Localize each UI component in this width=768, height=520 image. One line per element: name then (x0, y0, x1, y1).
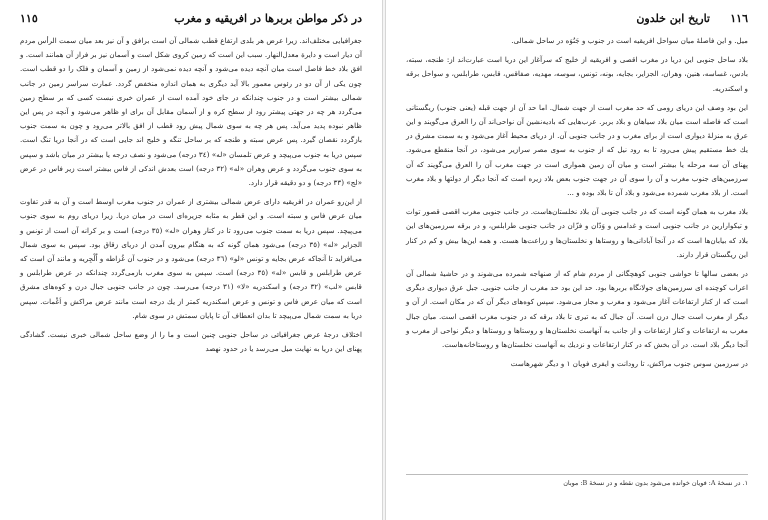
paragraph: اين بود وصف اين درياى رومى كه حد مغرب است از جهت شمال. اما حد آن از جهت قبله (يعنى جنوب) ريگستانى است كه فاصله است ميان بلاد سياهان و بلاد بربر. عرب‌هايى كه باديه‌نشين آن نواحى‌اند آن را العرق مى‌گويند و اين عرق به منزلهٔ ديوارى است از براى مغرب و در جانب جنوبى آن. از درياى محيط آغاز مى‌شود و به سمت مشرق در يك خط مستقيم پيش مى‌رود تا به رود نيل كه از جنوب به سوى مصر سرازير مى‌شود، در آنجا منقطع مى‌شود. پهناى آن سه مرحله يا بيشتر است و ميان آن زمين هموارى است در جهت مغرب آن را العرق مى‌گويند كه آن سرزمين‌هاى جنوب مغرب و آن را سوى آن در جهت جنوب بعض بلاد زيره است كه آنجا ديگر از دولتها و بلاد مغرب است. از بلاد مغرب شمرده مى‌شود و بلاد آن تا بلاد بوده و ... (406, 102, 748, 198)
right-running-title: تاريخ ابن خلدون (636, 12, 710, 25)
left-running-title: در ذكر مواطن بربرها در افريقيه و مغرب (174, 12, 362, 25)
paragraph: در سرزمين سوس جنوب مراكش، تا رودانت و ايفرى فويان ١ و ديگر شهرهاست (510, 359, 748, 369)
footnote-divider (406, 474, 748, 475)
left-page-body (20, 34, 362, 361)
right-page-body (406, 34, 748, 376)
right-page-number: ١١٦ (730, 12, 748, 25)
paragraph: از اين‌رو عمران در افريقيه داراى عرض شمالى بيشترى از عمران در جنوب مغرب اوسط است و آن به قدر تفاوت ميان عرض فاس و سبته است. و اين قطر به مثابه جزيره‌اى است در ميان دريا. زيرا درياى روم به سوى جنوب مى‌پيچد. سپس دريا به سمت جنوب مى‌رود تا در كنار وهران «له» (٣٥ درجه) است و بر كرانه آن است از تونس و الجزاير «له» (٣٥ درجه) مى‌شود همان گونه كه به هنگام بيرون آمدن از درياى زقاق بود. سپس به سوى شمال مى‌افزايد تا آنجاكه عرض بجايه و تونس «لو» (٣٦ درجه) مى‌شود و در جنوب آن غُزاطه و اُلْجِريه و مانند آن است كه عرض طرابلس و قابس «له» (٣٥ درجه) است. سپس به سوى مغرب بازمى‌گردد چندانكه در عرض طرابلس و قابس «لب» (٣٢ درجه) و اسكندريه «لا» (٣١ درجه) مى‌رسد. چون در جانب جنوبى جبال درن و كوه‌هاى مشرق است كه ميان عرض فاس و تونس و عرض اسكندريه كمتر از يك درجه است مانند عرض مراكش و اَغْمات. سپس دريا به سمت شمال مى‌پيچد تا بدان انعطاف آن تا پايان سمتش در سوى شام. (20, 197, 363, 320)
left-page (0, 0, 383, 520)
paragraph: در بعضى سالها تا حواشى جنوبى كوهچگانى از مردم شام كه از صنهاجه شمرده مى‌شوند و در حاشيهٔ شمالى آن اعراب كوچنده اى سرزمين‌هاى جولانگاه بربرها بود. حد اين بود حد مغرب از جانب جنوبى. جبل عرق ديوارى ديگرى است كه از كنار ارتفاعات آغاز مى‌شود و مغرب و مجاز مى‌شود. سپس كوه‌هاى ديگر آن كه در مكان است. از آن و ديگر از مغرب است جبال درن است. آن جبال كه به تيرى تا بلاد برقه كه در جنوب مغرب اقصى است. ميان جبال مغرب به ارتفاعات و كنار ارتفاعات و از جانب به آنهاست نخلستان‌ها و روستاها و روستاها و ديگر نواحى از مغرب و آنجا ديگر بلاد است. در آن بخش كه در كنار ارتفاعات و نزديك به آنهاست نخلستان‌ها و روستاخانه‌هاست. (406, 269, 748, 350)
paragraph: جغرافيايى مختلف‌اند. زيرا عرض هر بلدى ارتفاع قطب شمالى آن است برافق و آن نيز بعد ميان سمت الرأس مردم آن ديار است و دايرة معدل‌النهار. سبب اين است كه زمين كروى شكل است و آسمان نيز بر فراز آن همانند است. و افق بلاد خط فاصل است ميان آنچه ديده مى‌شود و آنچه ديده نمى‌شود از زمين و آسمان و فلک را دو قطب است. چون يكى از آن دو در رئوس معمور بالا آيد ديگرى به همان اندازه منخفض گردد. عمارت سراسر زمين در جانب شمالى بيشتر است و در جنوب چندانكه در جاى خود آمده است از عمران خبرى نيست كسى كه بر سطح زمين مى‌گردد هر چه در جهتى پيشتر رود از سطح كره و از آسمان مقابل آن براى او ظاهر مى‌شود و آنچه در پس اين ظاهر نبوده پديد مى‌آيد. پس هر چه به سوى شمال پيش رود قطب از افق بالاتر مى‌رود و چون به سمت جنوب بازگردد نقصان گيرد. پس عرض سبته و طنجه كه بر ساحل تنگه و خليج اند جايى است كه در آنجا دريا تنگ است. سپس دريا به جنوب مى‌پيچد و عرض تلمسان «له» (٣٤ درجه) مى‌شود و نصف درجه يا بيشتر در ميان باشد و سپس به سوى جنوب مى‌گردد و عرض وهران «له» (٣٢ درجه) است بعدش اندكى از فاس بيشتر است زير فاس در عرض «لج» (٣٣ درجه) و دو دقيقه قرار دارد. (20, 36, 362, 188)
left-page-header (20, 12, 362, 30)
paragraph: بلاد مغرب به همان گونه است كه در جانب جنوبى آن بلاد نخلستان‌هاست. در جانب جنوبى مغرب اقصى قصور توات و تيكوارارين در جانب جنوبى است و غدامس و وَدّان و فزّان در جانب جنوبى طرابلس، و در برقه سرزمين‌هاى اين بلاد كه بيابان‌ها است كه در آنجا آبادانى‌ها و روستاها و نخلستان‌ها و زراعت‌ها هست. و همه اين‌ها بيش و كم در كنار اين ريگستان قرار دارند. (406, 207, 748, 259)
right-page-header (406, 12, 748, 30)
paragraph: ميل. و اين فاصلهٔ ميان سواحل افريقيه است در جنوب و جَنُوَه در ساحل شمالى. (511, 36, 748, 45)
right-page (385, 0, 768, 520)
paragraph: بلاد ساحل جنوبى اين دريا در مغرب اقصى و افريقيه از خليج كه سرآغاز اين دريا است عبارت‌اند از: طنجه، سبته، بادس، غساسه، هنين، وهران، الجزاير، بجايه، بونه، تونس، سوسه، مهديه، صفاقس، قابس، طرابلس، و سواحل برقه و اسكندريه. (406, 55, 748, 93)
left-page-number: ١١٥ (20, 12, 38, 25)
footnote: ١. در نسخهٔ A: فويان خوانده مى‌شود بدون نقطه و در نسخهٔ B: موبان (563, 479, 748, 487)
paragraph: اختلاف درجهٔ عرض جغرافيائى در ساحل جنوبى چنين است و ما را از وضع ساحل شمالى خبرى نيست. گشادگى پهناى اين دريا به نهايت ميل مى‌رسد يا در حدود نهصد (20, 330, 362, 354)
